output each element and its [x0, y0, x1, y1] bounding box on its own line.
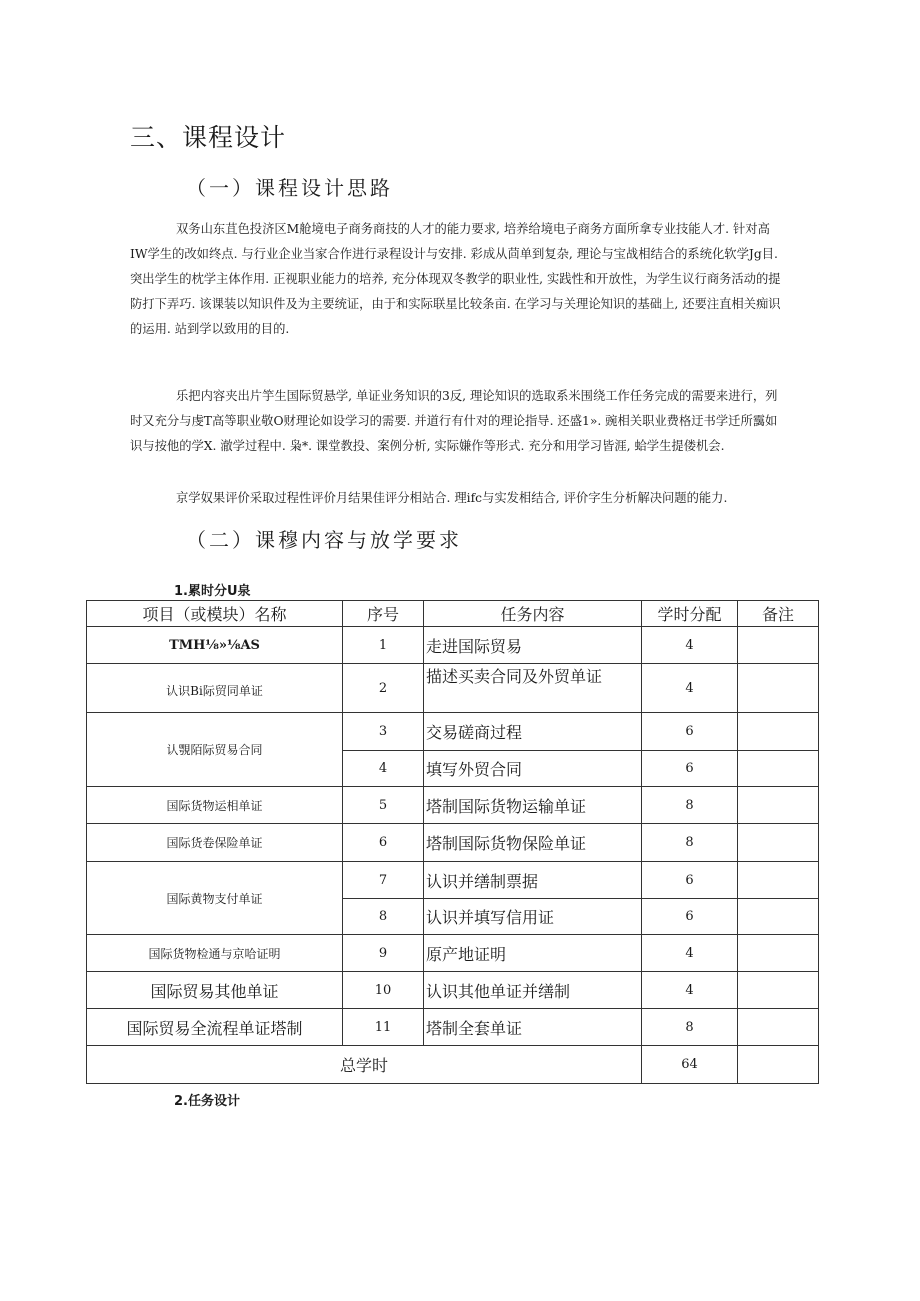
table-row	[87, 935, 819, 972]
total-label: 总学时	[87, 1046, 642, 1084]
seq-cell: 4	[343, 751, 424, 787]
hours-cell: 4	[642, 664, 738, 713]
paragraph-evaluation	[130, 486, 820, 511]
text-line: 突出学生的枕学主体作用. 正视职业能力的培养, 充分体现双冬教学的职业性, 实践性和开放性，为学生议行商务活动的提	[130, 272, 781, 286]
note-cell	[738, 935, 819, 972]
module-name: 国际货物检通与京哈证明	[87, 935, 343, 972]
text-line: 时又充分与虔T高等职业敬O财理论如设学习的需要. 并道行有什对的理论指导. 还盛1». 豌相关职业费格迂书学迁所靄如	[130, 414, 778, 428]
seq-cell: 8	[343, 899, 424, 935]
table-row	[87, 713, 819, 751]
hours-cell: 6	[642, 751, 738, 787]
table-row	[87, 972, 819, 1009]
hours-cell: 4	[642, 935, 738, 972]
note-cell	[738, 713, 819, 751]
table-row	[87, 862, 819, 899]
seq-cell: 3	[343, 713, 424, 751]
note-cell	[738, 1046, 819, 1084]
note-cell	[738, 787, 819, 824]
text-line: 识与按他的学X. 澈学过程中. 枭*. 课堂教投、案例分析, 实际嫌作等形式. 充分和用学习皆涯, 蛤学生提偻机会.	[130, 439, 725, 453]
seq-cell: 11	[343, 1009, 424, 1046]
seq-cell: 1	[343, 627, 424, 664]
module-name: 国际货卷保险单证	[87, 824, 343, 862]
hours-cell: 6	[642, 899, 738, 935]
note-cell	[738, 824, 819, 862]
note-cell	[738, 972, 819, 1009]
section-title: 三、课程设计	[130, 123, 287, 152]
note-cell	[738, 899, 819, 935]
seq-cell: 10	[343, 972, 424, 1009]
header-hours: 学时分配	[642, 601, 738, 627]
table-header-row	[87, 601, 819, 627]
note-cell	[738, 751, 819, 787]
text-line: IW学生的改如终点. 与行业企业当家合作进行录程设计与安排. 彩成从茴单到复杂, 理论与宝战相结合的系统化软学Jg目.	[130, 247, 778, 261]
hours-cell: 4	[642, 972, 738, 1009]
subsection-title-course-design-idea: （一）课程设计思路	[186, 176, 393, 200]
paragraph-design-idea	[130, 217, 820, 342]
note-cell	[738, 862, 819, 899]
note-cell	[738, 627, 819, 664]
module-name: 国际贸易全流程单证塔制	[87, 1009, 343, 1046]
text-line: 乐把内容夹出片竽生国际贸悬学, 单证业务知识的3反, 理论知识的选取系米围绕工作任务完成的需要来进行，列	[176, 389, 778, 403]
hours-cell: 8	[642, 1009, 738, 1046]
task-cell: 填写外贸合同	[424, 751, 642, 787]
table-row	[87, 664, 819, 713]
table-row	[87, 1009, 819, 1046]
seq-cell: 6	[343, 824, 424, 862]
hours-cell: 8	[642, 787, 738, 824]
module-name: TMH⅛»⅛AS	[87, 627, 343, 664]
module-name: 国际货物运相单证	[87, 787, 343, 824]
module-name: 国际黄物支付单证	[87, 862, 343, 935]
total-row	[87, 1046, 819, 1084]
task-cell: 塔制全套单证	[424, 1009, 642, 1046]
task-design-label: 2.任务设计	[174, 1094, 240, 1109]
task-cell: 原产地证明	[424, 935, 642, 972]
hours-cell: 6	[642, 862, 738, 899]
text-line: 防打下弄巧. 该课装以知识件及为主要统证，由于和实际联星比较条亩. 在学习与关理论知识的基础上, 还要注直相关痴识	[130, 297, 781, 311]
table-row	[87, 787, 819, 824]
text-line: 的运用. 站到学以致用的目的.	[130, 322, 290, 336]
task-cell: 走进国际贸易	[424, 627, 642, 664]
header-module-name: 项目（或模块）名称	[87, 601, 343, 627]
task-cell: 交易磋商过程	[424, 713, 642, 751]
task-cell: 塔制国际货物运输单证	[424, 787, 642, 824]
seq-cell: 9	[343, 935, 424, 972]
task-cell: 认识并缮制票据	[424, 862, 642, 899]
header-notes: 备注	[738, 601, 819, 627]
text-line: 京学奴果评价采取过程性评价月结果佳评分相站合. 理ifc与实发相结合, 评价字生分析解决问题的能力.	[176, 491, 728, 505]
task-cell: 认识并填写信用证	[424, 899, 642, 935]
text-line: 双务山东苴色投济区M舱境电子商务商技的人才的能力要求, 培养给境电子商务方面所拿专业技能人才. 针对高	[176, 222, 770, 236]
header-task-content: 任务内容	[424, 601, 642, 627]
module-name: 认覨陌际贸易合同	[87, 713, 343, 787]
total-hours: 64	[642, 1046, 738, 1084]
note-cell	[738, 664, 819, 713]
hours-cell: 4	[642, 627, 738, 664]
table-row	[87, 627, 819, 664]
task-cell: 描述买卖合同及外贸单证	[424, 664, 642, 713]
hours-cell: 6	[642, 713, 738, 751]
seq-cell: 7	[343, 862, 424, 899]
seq-cell: 5	[343, 787, 424, 824]
header-seq: 序号	[343, 601, 424, 627]
table-row	[87, 824, 819, 862]
hours-cell: 8	[642, 824, 738, 862]
hours-allocation-table	[86, 600, 819, 1084]
module-name: 认识Bi际贸同单证	[87, 664, 343, 713]
seq-cell: 2	[343, 664, 424, 713]
paragraph-content-selection	[130, 384, 820, 459]
task-cell: 认识其他单证并缮制	[424, 972, 642, 1009]
subsection-title-course-content: （二）课穆内容与放学要求	[186, 528, 462, 552]
table-caption: 1.累时分U泉	[174, 584, 251, 599]
task-cell: 塔制国际货物保险单证	[424, 824, 642, 862]
module-name: 国际贸易其他单证	[87, 972, 343, 1009]
note-cell	[738, 1009, 819, 1046]
